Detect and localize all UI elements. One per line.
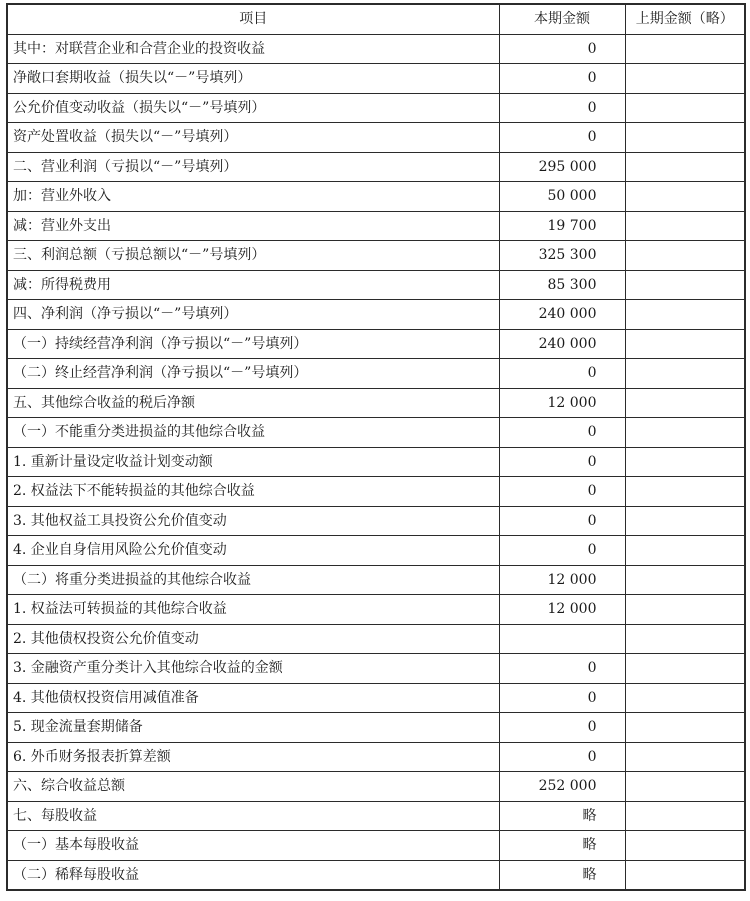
row-current-amount: 0 xyxy=(499,713,625,743)
row-item-label: 4. 其他债权投资信用减值准备 xyxy=(7,683,499,713)
row-current-amount: 19 700 xyxy=(499,211,625,241)
table-row xyxy=(7,300,745,330)
row-previous-amount xyxy=(625,211,745,241)
table-row xyxy=(7,477,745,507)
table-row xyxy=(7,211,745,241)
row-item-label: 资产处置收益（损失以“－”号填列） xyxy=(7,123,499,153)
row-previous-amount xyxy=(625,683,745,713)
table-row xyxy=(7,359,745,389)
row-current-amount: 0 xyxy=(499,64,625,94)
row-current-amount: 0 xyxy=(499,447,625,477)
row-previous-amount xyxy=(625,713,745,743)
row-previous-amount xyxy=(625,64,745,94)
row-previous-amount xyxy=(625,831,745,861)
table-row xyxy=(7,654,745,684)
table-row xyxy=(7,64,745,94)
row-item-label: （一）基本每股收益 xyxy=(7,831,499,861)
row-previous-amount xyxy=(625,300,745,330)
table-row xyxy=(7,595,745,625)
row-item-label: 二、营业利润（亏损以“－”号填列） xyxy=(7,152,499,182)
row-current-amount: 325 300 xyxy=(499,241,625,271)
row-item-label: 七、每股收益 xyxy=(7,801,499,831)
table-row xyxy=(7,742,745,772)
row-current-amount: 0 xyxy=(499,359,625,389)
table-row xyxy=(7,624,745,654)
row-previous-amount xyxy=(625,93,745,123)
table-row xyxy=(7,772,745,802)
row-current-amount: 0 xyxy=(499,123,625,153)
row-previous-amount xyxy=(625,477,745,507)
row-current-amount: 0 xyxy=(499,654,625,684)
row-item-label: （二）终止经营净利润（净亏损以“－”号填列） xyxy=(7,359,499,389)
row-current-amount: 12 000 xyxy=(499,388,625,418)
row-previous-amount xyxy=(625,565,745,595)
row-item-label: 四、净利润（净亏损以“－”号填列） xyxy=(7,300,499,330)
row-item-label: 三、利润总额（亏损总额以“－”号填列） xyxy=(7,241,499,271)
table-row xyxy=(7,418,745,448)
row-previous-amount xyxy=(625,801,745,831)
header-item: 项目 xyxy=(7,4,499,34)
row-current-amount: 240 000 xyxy=(499,329,625,359)
row-previous-amount xyxy=(625,359,745,389)
row-current-amount: 0 xyxy=(499,34,625,64)
row-previous-amount xyxy=(625,654,745,684)
row-item-label: 1. 重新计量设定收益计划变动额 xyxy=(7,447,499,477)
row-current-amount xyxy=(499,624,625,654)
row-previous-amount xyxy=(625,241,745,271)
row-item-label: （一）不能重分类进损益的其他综合收益 xyxy=(7,418,499,448)
row-item-label: 5. 现金流量套期储备 xyxy=(7,713,499,743)
row-previous-amount xyxy=(625,742,745,772)
row-current-amount: 略 xyxy=(499,831,625,861)
row-item-label: 减：营业外支出 xyxy=(7,211,499,241)
row-previous-amount xyxy=(625,388,745,418)
table-row xyxy=(7,388,745,418)
row-previous-amount xyxy=(625,860,745,890)
table-row xyxy=(7,536,745,566)
table-row xyxy=(7,182,745,212)
row-previous-amount xyxy=(625,152,745,182)
header-current-amount: 本期金额 xyxy=(499,4,625,34)
row-previous-amount xyxy=(625,447,745,477)
row-previous-amount xyxy=(625,418,745,448)
table-row xyxy=(7,683,745,713)
row-previous-amount xyxy=(625,506,745,536)
row-item-label: 4. 企业自身信用风险公允价值变动 xyxy=(7,536,499,566)
table-row xyxy=(7,123,745,153)
income-statement xyxy=(6,3,744,898)
row-current-amount: 0 xyxy=(499,418,625,448)
row-item-label: 五、其他综合收益的税后净额 xyxy=(7,388,499,418)
row-item-label: 1. 权益法可转损益的其他综合收益 xyxy=(7,595,499,625)
table-row xyxy=(7,447,745,477)
table-row xyxy=(7,34,745,64)
row-current-amount: 50 000 xyxy=(499,182,625,212)
table-row xyxy=(7,860,745,890)
row-current-amount: 12 000 xyxy=(499,595,625,625)
header-previous-amount: 上期金额（略） xyxy=(625,4,745,34)
row-previous-amount xyxy=(625,624,745,654)
row-item-label: 3. 其他权益工具投资公允价值变动 xyxy=(7,506,499,536)
table-row xyxy=(7,801,745,831)
table-row xyxy=(7,93,745,123)
row-item-label: 加：营业外收入 xyxy=(7,182,499,212)
row-item-label: （二）稀释每股收益 xyxy=(7,860,499,890)
table-row xyxy=(7,713,745,743)
table-row xyxy=(7,565,745,595)
row-previous-amount xyxy=(625,182,745,212)
row-previous-amount xyxy=(625,34,745,64)
row-current-amount: 240 000 xyxy=(499,300,625,330)
row-item-label: 2. 其他债权投资公允价值变动 xyxy=(7,624,499,654)
row-current-amount: 0 xyxy=(499,742,625,772)
table-row xyxy=(7,831,745,861)
row-item-label: （二）将重分类进损益的其他综合收益 xyxy=(7,565,499,595)
row-current-amount: 12 000 xyxy=(499,565,625,595)
table-row xyxy=(7,241,745,271)
row-current-amount: 295 000 xyxy=(499,152,625,182)
row-current-amount: 略 xyxy=(499,860,625,890)
row-item-label: （一）持续经营净利润（净亏损以“－”号填列） xyxy=(7,329,499,359)
row-item-label: 3. 金融资产重分类计入其他综合收益的金额 xyxy=(7,654,499,684)
row-current-amount: 0 xyxy=(499,536,625,566)
row-current-amount: 85 300 xyxy=(499,270,625,300)
row-item-label: 减：所得税费用 xyxy=(7,270,499,300)
table-row xyxy=(7,329,745,359)
row-previous-amount xyxy=(625,270,745,300)
row-current-amount: 252 000 xyxy=(499,772,625,802)
row-item-label: 公允价值变动收益（损失以“－”号填列） xyxy=(7,93,499,123)
row-previous-amount xyxy=(625,123,745,153)
row-current-amount: 略 xyxy=(499,801,625,831)
row-item-label: 六、综合收益总额 xyxy=(7,772,499,802)
table-row xyxy=(7,152,745,182)
header-row xyxy=(7,4,745,34)
row-item-label: 2. 权益法下不能转损益的其他综合收益 xyxy=(7,477,499,507)
row-item-label: 净敞口套期收益（损失以“－”号填列） xyxy=(7,64,499,94)
row-current-amount: 0 xyxy=(499,477,625,507)
row-previous-amount xyxy=(625,329,745,359)
row-item-label: 其中：对联营企业和合营企业的投资收益 xyxy=(7,34,499,64)
row-previous-amount xyxy=(625,595,745,625)
row-previous-amount xyxy=(625,772,745,802)
row-current-amount: 0 xyxy=(499,93,625,123)
row-previous-amount xyxy=(625,536,745,566)
income-statement-table xyxy=(6,3,746,891)
row-item-label: 6. 外币财务报表折算差额 xyxy=(7,742,499,772)
table-row xyxy=(7,270,745,300)
row-current-amount: 0 xyxy=(499,506,625,536)
row-current-amount: 0 xyxy=(499,683,625,713)
table-row xyxy=(7,506,745,536)
